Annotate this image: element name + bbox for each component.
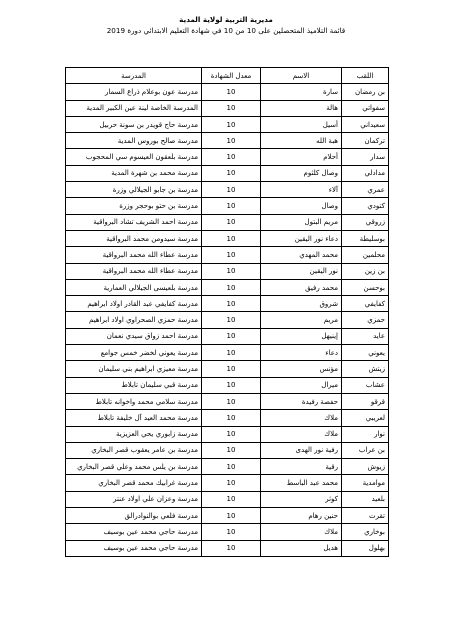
- cell-fname: ميرال: [261, 377, 342, 393]
- cell-lname: تقرت: [342, 508, 389, 524]
- cell-lname: سعيداني: [342, 116, 389, 132]
- cell-school: مدرسة بن حتو بوحجر وزرة: [66, 198, 202, 214]
- table-row: [66, 345, 389, 361]
- table-row: [66, 247, 389, 263]
- cell-school: مدرسة صالح بوروس المدية: [66, 133, 202, 149]
- table-row: [66, 393, 389, 409]
- cell-grade: 10: [202, 540, 261, 556]
- table-header-row: [66, 68, 389, 84]
- table-row: [66, 214, 389, 230]
- table-row: [66, 361, 389, 377]
- cell-school: مدرسة حاجي محمد عين بوسيف: [66, 540, 202, 556]
- cell-fname: حفصة رفيدة: [261, 393, 342, 409]
- cell-grade: 10: [202, 165, 261, 181]
- table-row: [66, 540, 389, 556]
- cell-lname: سفواتي: [342, 100, 389, 116]
- table-row: [66, 165, 389, 181]
- table-row: [66, 442, 389, 458]
- table-row: [66, 508, 389, 524]
- cell-lname: بلعيد: [342, 491, 389, 507]
- cell-school: مدرسة فلعي بوالنوادرالق: [66, 508, 202, 524]
- cell-fname: ملاك: [261, 524, 342, 540]
- cell-fname: هديل: [261, 540, 342, 556]
- table-row: [66, 524, 389, 540]
- cell-grade: 10: [202, 116, 261, 132]
- cell-lname: يعوني: [342, 345, 389, 361]
- cell-school: مدرسة سيدومن محمد البرواقية: [66, 230, 202, 246]
- cell-school: مدرسة زابوري يحي العزيزية: [66, 426, 202, 442]
- cell-school: مدرسة سلامي محمد واخوانه تابلاط: [66, 393, 202, 409]
- column-header-grade: معدل الشهادة: [202, 68, 261, 84]
- cell-lname: زيتش: [342, 361, 389, 377]
- table-row: [66, 182, 389, 198]
- cell-school: مدرسة كفايفي عبد القادر اولاد ابراهيم: [66, 296, 202, 312]
- cell-lname: بوسليطة: [342, 230, 389, 246]
- cell-lname: تركمان: [342, 133, 389, 149]
- cell-lname: زيوش: [342, 459, 389, 475]
- directorate-title: مديرية التربية لولاية المدية: [179, 15, 273, 24]
- cell-lname: حمزي: [342, 312, 389, 328]
- cell-fname: مريم البتول: [261, 214, 342, 230]
- cell-grade: 10: [202, 279, 261, 295]
- cell-lname: زروقي: [342, 214, 389, 230]
- cell-grade: 10: [202, 263, 261, 279]
- cell-grade: 10: [202, 133, 261, 149]
- cell-fname: إينيهل: [261, 328, 342, 344]
- cell-fname: وصال كلثوم: [261, 165, 342, 181]
- table-row: [66, 410, 389, 426]
- table-body: [66, 84, 389, 557]
- cell-grade: 10: [202, 312, 261, 328]
- table-row: [66, 296, 389, 312]
- cell-grade: 10: [202, 524, 261, 540]
- table-row: [66, 100, 389, 116]
- cell-grade: 10: [202, 377, 261, 393]
- cell-lname: لعريبي: [342, 410, 389, 426]
- cell-grade: 10: [202, 100, 261, 116]
- table-row: [66, 133, 389, 149]
- cell-lname: عمري: [342, 182, 389, 198]
- cell-school: مدرسة احمد الشريف تشاد البرواقية: [66, 214, 202, 230]
- cell-lname: عايد: [342, 328, 389, 344]
- cell-school: مدرسة غرابيك محمد قصر البخاري: [66, 475, 202, 491]
- cell-grade: 10: [202, 214, 261, 230]
- cell-fname: دعاء نور اليقين: [261, 230, 342, 246]
- cell-grade: 10: [202, 393, 261, 409]
- table-row: [66, 263, 389, 279]
- cell-fname: نور اليقين: [261, 263, 342, 279]
- cell-grade: 10: [202, 459, 261, 475]
- cell-lname: قرقو: [342, 393, 389, 409]
- cell-grade: 10: [202, 230, 261, 246]
- table-row: [66, 459, 389, 475]
- cell-fname: ملاك: [261, 426, 342, 442]
- cell-school: مدرسة بن يلس محمد وعلي قصر البخاري: [66, 459, 202, 475]
- cell-fname: محمد عبد الباسط: [261, 475, 342, 491]
- table-row: [66, 149, 389, 165]
- cell-lname: بن زين: [342, 263, 389, 279]
- table-row: [66, 491, 389, 507]
- table-row: [66, 198, 389, 214]
- column-header-school: المدرسة: [66, 68, 202, 84]
- cell-school: مدرسة بلعيسى الجيلالي العمارية: [66, 279, 202, 295]
- cell-school: مدرسة احمد زواق سيدي نعمان: [66, 328, 202, 344]
- table-row: [66, 426, 389, 442]
- cell-fname: أسيل: [261, 116, 342, 132]
- cell-grade: 10: [202, 475, 261, 491]
- cell-grade: 10: [202, 491, 261, 507]
- cell-lname: بن رمضان: [342, 84, 389, 100]
- cell-fname: أحلام: [261, 149, 342, 165]
- cell-lname: بوحسن: [342, 279, 389, 295]
- cell-fname: رقية: [261, 459, 342, 475]
- cell-school: مدرسة بن جابو الجيلالي وزرة: [66, 182, 202, 198]
- cell-school: مدرسة محمد العيد آل خليفة تابلاط: [66, 410, 202, 426]
- cell-grade: 10: [202, 426, 261, 442]
- cell-grade: 10: [202, 296, 261, 312]
- cell-lname: بوخاري: [342, 524, 389, 540]
- column-header-fname: الاسم: [261, 68, 342, 84]
- cell-school: مدرسة حاج قويدر بن سونة حربيل: [66, 116, 202, 132]
- table-row: [66, 475, 389, 491]
- cell-grade: 10: [202, 84, 261, 100]
- cell-school: المدرسة الخاصة لينة عين الكبير المدية: [66, 100, 202, 116]
- cell-fname: محمد المهدي: [261, 247, 342, 263]
- cell-grade: 10: [202, 361, 261, 377]
- cell-fname: آلاء: [261, 182, 342, 198]
- cell-lname: موامدية: [342, 475, 389, 491]
- cell-lname: سدار: [342, 149, 389, 165]
- cell-school: مدرسة حاجي محمد عين بوسيف: [66, 524, 202, 540]
- cell-grade: 10: [202, 149, 261, 165]
- cell-lname: مدادلي: [342, 165, 389, 181]
- cell-fname: رفية نور الهدى: [261, 442, 342, 458]
- students-table: [65, 67, 389, 557]
- cell-school: مدرسة وعزان علي اولاد عنتر: [66, 491, 202, 507]
- cell-fname: سارة: [261, 84, 342, 100]
- cell-fname: كوثر: [261, 491, 342, 507]
- cell-school: مدرسة يعوني لخضر خمس جوامع: [66, 345, 202, 361]
- table-row: [66, 230, 389, 246]
- cell-lname: كفايفي: [342, 296, 389, 312]
- cell-lname: نوار: [342, 426, 389, 442]
- table-row: [66, 312, 389, 328]
- cell-school: مدرسة محمد بن شهرة المدية: [66, 165, 202, 181]
- cell-grade: 10: [202, 442, 261, 458]
- table-row: [66, 279, 389, 295]
- cell-school: مدرسة قبي سليمان تابلاط: [66, 377, 202, 393]
- cell-school: مدرسة عطاء الله محمد البرواقية: [66, 263, 202, 279]
- cell-school: مدرسة حمزي الصحراوي اولاد ابراهيم: [66, 312, 202, 328]
- cell-grade: 10: [202, 508, 261, 524]
- cell-school: مدرسة عون بوعلام ذراع السمار: [66, 84, 202, 100]
- cell-school: مدرسة بن عامر يعقوب قصر البخاري: [66, 442, 202, 458]
- cell-grade: 10: [202, 198, 261, 214]
- cell-lname: بن عراب: [342, 442, 389, 458]
- cell-grade: 10: [202, 328, 261, 344]
- cell-fname: مؤنس: [261, 361, 342, 377]
- cell-lname: عشاب: [342, 377, 389, 393]
- table-row: [66, 84, 389, 100]
- cell-fname: مريم: [261, 312, 342, 328]
- cell-grade: 10: [202, 247, 261, 263]
- cell-fname: هالة: [261, 100, 342, 116]
- cell-fname: هبة الله: [261, 133, 342, 149]
- table-row: [66, 328, 389, 344]
- cell-grade: 10: [202, 182, 261, 198]
- cell-lname: محلمين: [342, 247, 389, 263]
- cell-lname: بهلول: [342, 540, 389, 556]
- cell-fname: محمد رفيق: [261, 279, 342, 295]
- cell-school: مدرسة بلعقون العيسوم سي المحجوب: [66, 149, 202, 165]
- cell-grade: 10: [202, 345, 261, 361]
- cell-fname: وصال: [261, 198, 342, 214]
- cell-school: مدرسة عطاء الله محمد البرواقية: [66, 247, 202, 263]
- cell-fname: دعاء: [261, 345, 342, 361]
- list-title: قائمة التلاميذ المتحصلين على 10 من 10 في شهادة التعليم الابتدائي دورة 2019: [106, 26, 346, 35]
- table-row: [66, 377, 389, 393]
- cell-fname: ملاك: [261, 410, 342, 426]
- cell-fname: حنين رهام: [261, 508, 342, 524]
- table-row: [66, 116, 389, 132]
- cell-grade: 10: [202, 410, 261, 426]
- column-header-lname: اللقب: [342, 68, 389, 84]
- document-header: [0, 14, 452, 36]
- cell-school: مدرسة معيزي ابراهيم بني سليمان: [66, 361, 202, 377]
- cell-fname: شروق: [261, 296, 342, 312]
- cell-lname: كتودي: [342, 198, 389, 214]
